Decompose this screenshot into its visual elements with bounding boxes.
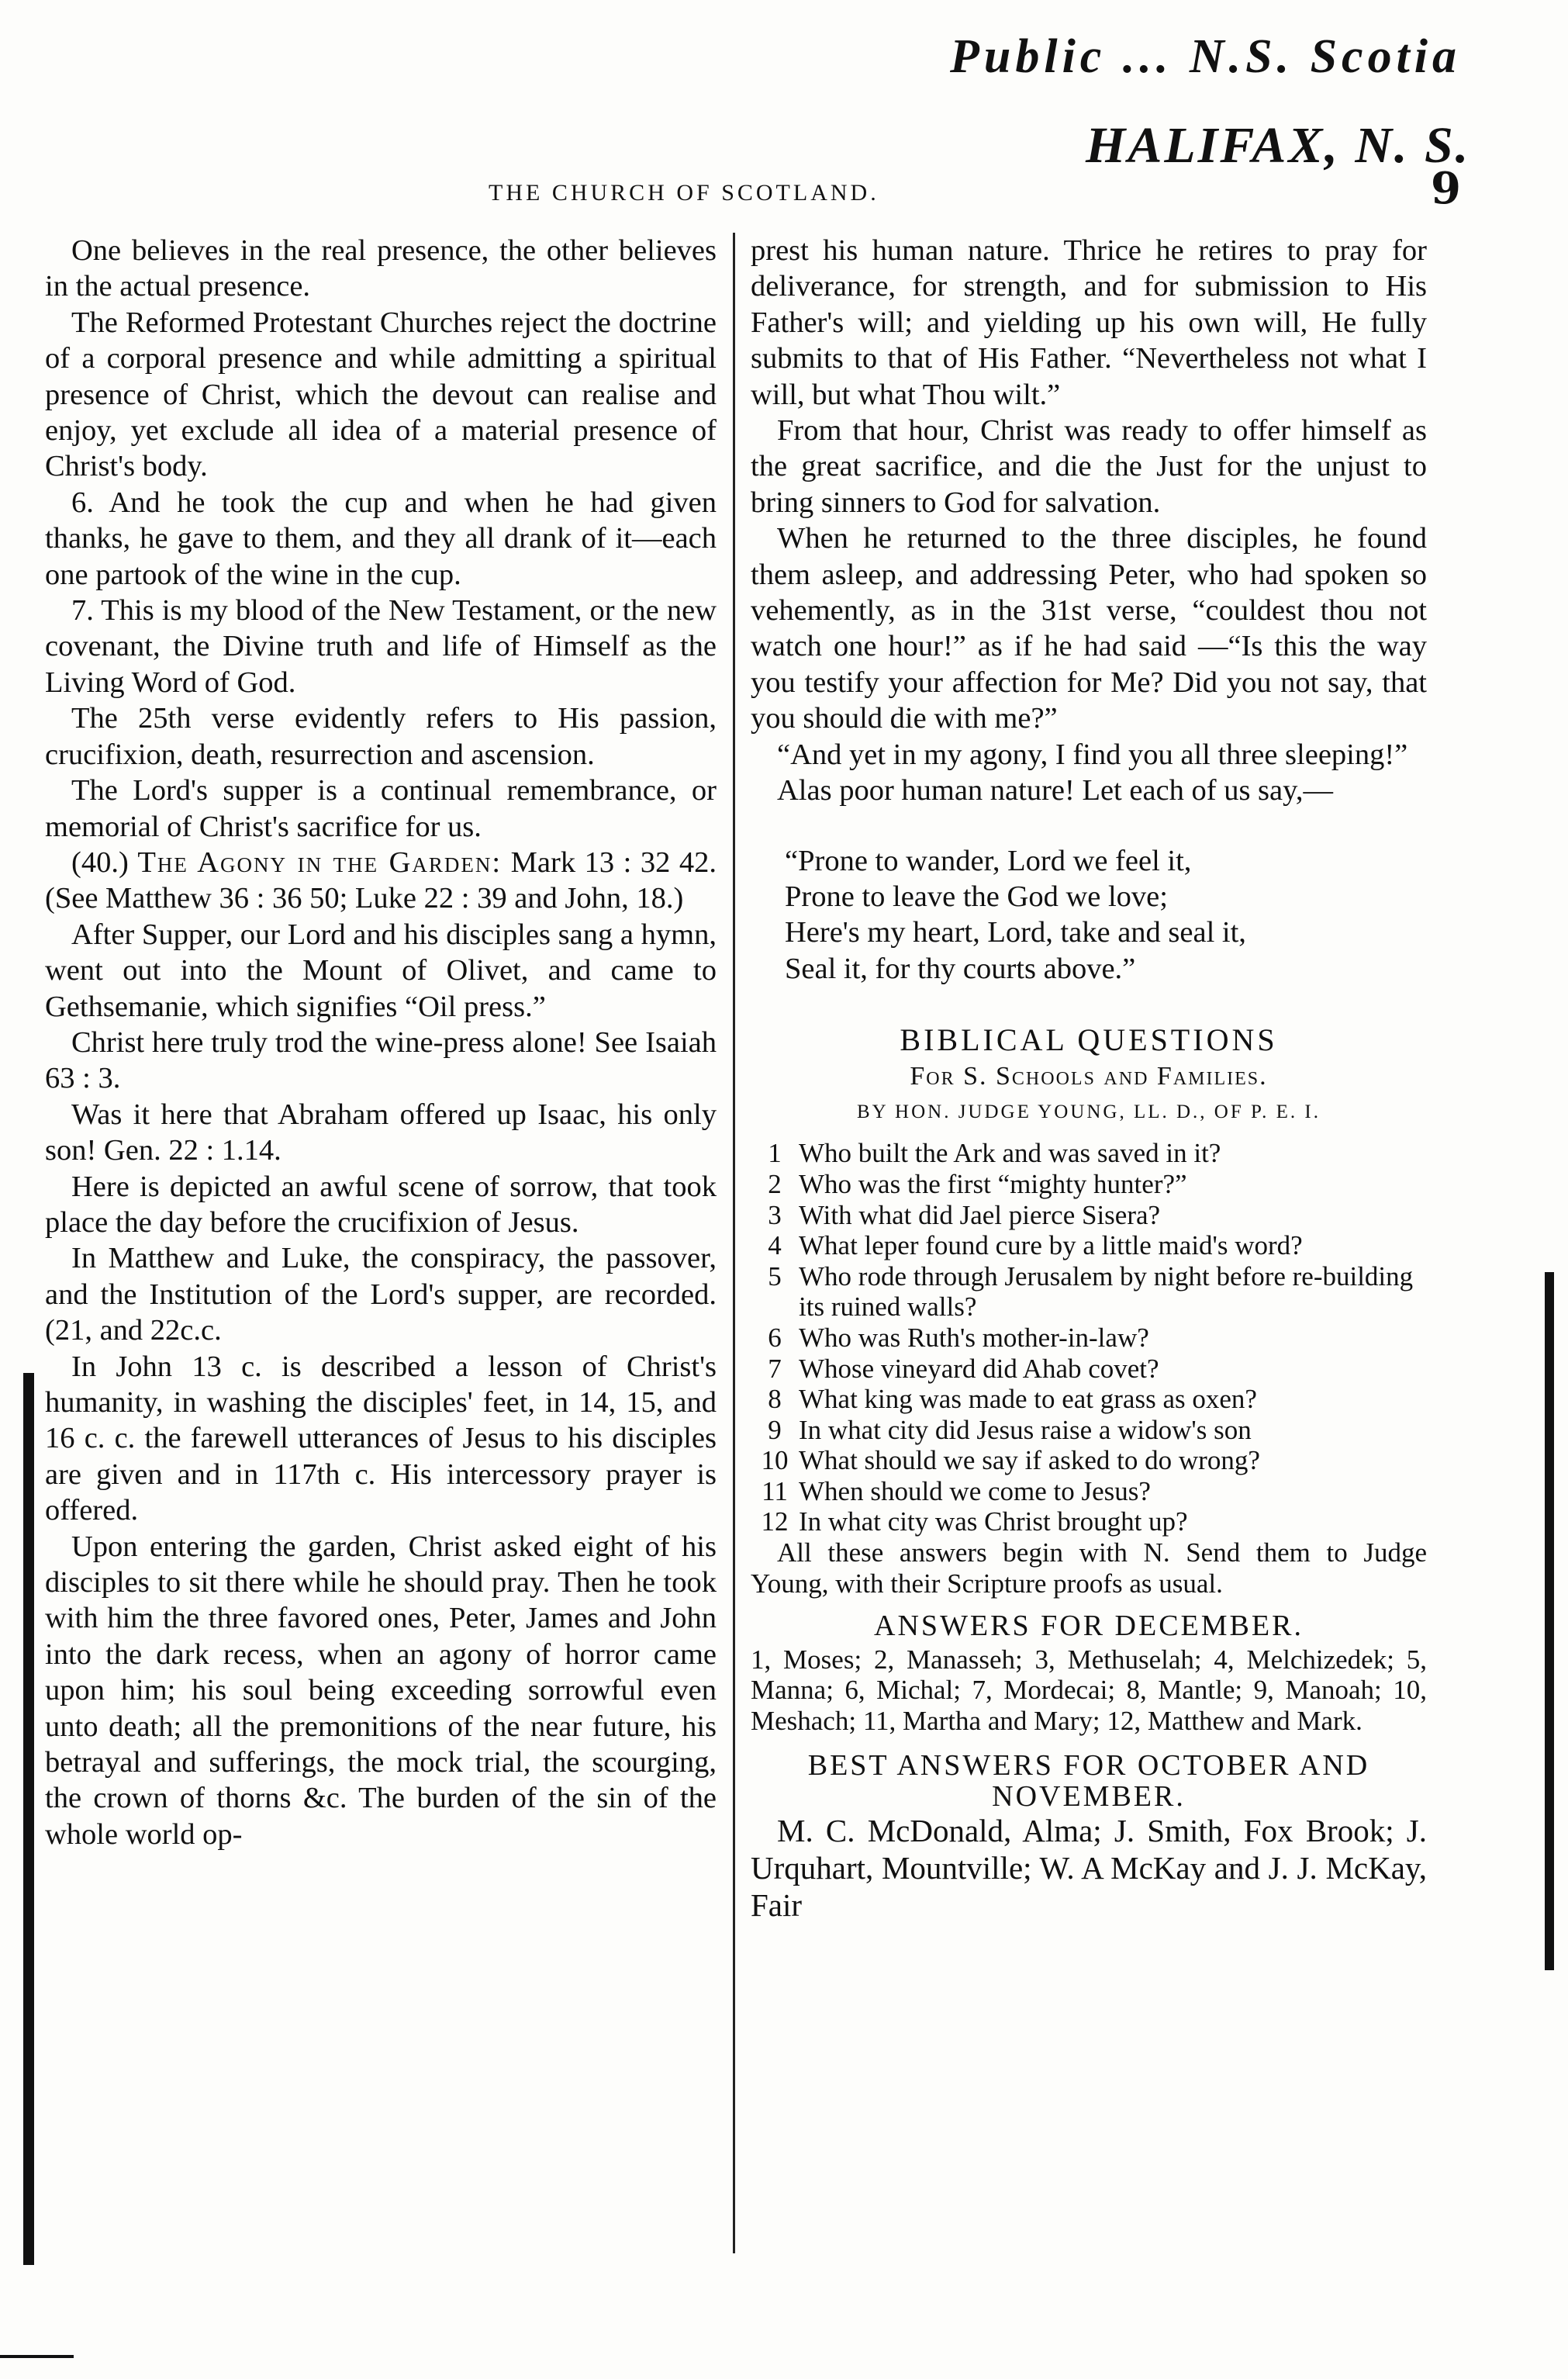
paragraph: The Reformed Protestant Churches reject the doctrine of a corporal presence and while admitting a spiritual presence of Christ, which the devout can realise and enjoy, yet exclude all idea of a material presence of Christ's body. — [45, 306, 717, 483]
library-stamp-line-2: HALIFAX, N. S. — [1086, 117, 1471, 174]
list-item — [751, 1169, 1427, 1200]
question-text: When should we come to Jesus? — [799, 1475, 1151, 1506]
question-number: 8 — [768, 1384, 782, 1415]
paragraph: In John 13 c. is described a lesson of Christ's humanity, in washing the disciples' feet, in 14, 15, and 16 c. c. the farewell utterances of Jesus to his disciples are given and in 117th c. His intercessory prayer is offered. — [45, 1350, 717, 1527]
question-text: Whose vineyard did Ahab covet? — [799, 1353, 1159, 1384]
paragraph: After Supper, our Lord and his disciples sang a hymn, went out into the Mount of Olivet, and came to Gethsemanie, which signifies “Oil press.” — [45, 918, 717, 1023]
paragraph: Alas poor human nature! Let each of us say,— — [777, 774, 1334, 807]
best-answers-title: BEST ANSWERS FOR OCTOBER AND NOVEMBER. — [807, 1749, 1370, 1814]
paragraph: “And yet in my agony, I find you all three sleeping!” — [777, 738, 1408, 771]
questions-subtitle: For S. Schools and Families. — [910, 1061, 1268, 1091]
questions-note: All these answers begin with N. Send them to Judge Young, with their Scripture proofs as usual. — [751, 1537, 1427, 1599]
section-references: Mark 13 : 32 42. (See Matthew 36 : 36 50; Luke 22 : 39 and John, 18.) — [45, 845, 717, 915]
paragraph: When he returned to the three disciples, he found them asleep, and addressing Peter, who had spoken so vehemently, as in the 31st verse, “couldest thou not watch one hour!” as if he had said —“Is this the way you testify your affection for Me? Did you not say, that you should die with me?” — [751, 522, 1427, 735]
paragraph: One believes in the real presence, the other believes in the actual presence. — [45, 234, 717, 303]
hymn-line: “Prone to wander, Lord we feel it, — [785, 844, 1192, 877]
column-divider — [733, 233, 735, 2253]
section-title: The Agony in the Garden: — [137, 845, 503, 879]
paragraph: 6. And he took the cup and when he had given thanks, he gave to them, and they all drank of it—each one partook of the wine in the cup. — [45, 486, 717, 591]
list-item — [751, 1384, 1427, 1415]
left-column — [45, 233, 717, 1852]
running-head: THE CHURCH OF SCOTLAND. — [489, 180, 879, 206]
question-number: 7 — [768, 1353, 782, 1384]
answers-title: ANSWERS FOR DECEMBER. — [874, 1610, 1304, 1643]
hymn-quote — [751, 843, 1427, 987]
section-number: (40.) — [71, 845, 129, 879]
question-text: In what city did Jesus raise a widow's son — [799, 1414, 1252, 1445]
list-item — [751, 1506, 1427, 1537]
list-item — [751, 1415, 1427, 1446]
question-text: Who was the first “mighty hunter?” — [799, 1168, 1187, 1199]
paragraph: Upon entering the garden, Christ asked eight of his disciples to sit there while he should pray. Then he took with him the three favored ones, Peter, James and John into the dark recess, when an agony of horror came upon him; his soul being exceeding sorrowful even unto death; all the premonitions of the near future, his betrayal and sufferings, the mock trial, the scourging, the crown of thorns &c. The burden of the sin of the whole world op- — [45, 1530, 717, 1851]
question-text: Who was Ruth's mother-in-law? — [799, 1322, 1149, 1353]
list-item — [751, 1445, 1427, 1476]
list-item — [751, 1138, 1427, 1169]
questions-list — [751, 1138, 1427, 1537]
list-item — [751, 1323, 1427, 1354]
list-item — [751, 1230, 1427, 1261]
bottom-rule — [0, 2355, 74, 2358]
paragraph: Here is depicted an awful scene of sorrow, that took place the day before the crucifixion of Jesus. — [45, 1170, 717, 1239]
page-number: 9 — [1431, 163, 1461, 214]
answers-text: 1, Moses; 2, Manasseh; 3, Methuselah; 4, Melchizedek; 5, Manna; 6, Michal; 7, Mordecai; 8, Mantle; 9, Manoah; 10, Meshach; 11, Martha and Mary; 12, Matthew and Mark. — [751, 1644, 1427, 1736]
agony-heading — [45, 845, 717, 917]
library-stamp-line-1: Public ... N.S. Scotia — [950, 30, 1462, 83]
paragraph: In Matthew and Luke, the conspiracy, the passover, and the Institution of the Lord's supper, are recorded. (21, and 22c.c. — [45, 1242, 717, 1347]
list-item — [751, 1476, 1427, 1507]
question-number: 10 — [761, 1445, 789, 1476]
question-text: With what did Jael pierce Sisera? — [799, 1199, 1161, 1230]
list-item — [751, 1354, 1427, 1385]
question-number: 9 — [768, 1414, 782, 1445]
question-text: What should we say if asked to do wrong? — [799, 1445, 1260, 1476]
question-number: 5 — [768, 1260, 782, 1292]
question-number: 4 — [768, 1230, 782, 1261]
question-number: 3 — [768, 1199, 782, 1230]
scan-edge-mark-left — [23, 1373, 34, 2265]
question-text: Who rode through Jerusalem by night before re-building its ruined walls? — [799, 1260, 1414, 1323]
paragraph: The Lord's supper is a continual remembrance, or memorial of Christ's sacrifice for us. — [45, 774, 717, 843]
question-text: What king was made to eat grass as oxen? — [799, 1384, 1257, 1415]
best-answers-text: M. C. McDonald, Alma; J. Smith, Fox Brook; J. Urquhart, Mountville; W. A McKay and J. J. McKay, Fair — [751, 1813, 1427, 1924]
question-number: 2 — [768, 1168, 782, 1199]
paragraph: From that hour, Christ was ready to offer himself as the great sacrifice, and die the Just for the unjust to bring sinners to God for salvation. — [751, 414, 1427, 519]
question-text: In what city was Christ brought up? — [799, 1506, 1188, 1537]
paragraph: prest his human nature. Thrice he retires to pray for deliverance, for strength, and for submission to His Father's will; and yielding up his own will, He fully submits to that of His Father. “Nevertheless not what I will, but what Thou wilt.” — [751, 234, 1427, 411]
question-number: 1 — [768, 1138, 782, 1169]
right-column — [751, 233, 1427, 1924]
list-item — [751, 1261, 1427, 1323]
paragraph: Christ here truly trod the wine-press alone! See Isaiah 63 : 3. — [45, 1025, 717, 1095]
question-number: 12 — [761, 1506, 789, 1537]
questions-byline: BY HON. JUDGE YOUNG, LL. D., OF P. E. I. — [856, 1101, 1321, 1122]
hymn-line: Seal it, for thy courts above.” — [785, 952, 1136, 985]
questions-title: BIBLICAL QUESTIONS — [900, 1022, 1278, 1058]
list-item — [751, 1200, 1427, 1231]
paragraph: The 25th verse evidently refers to His passion, crucifixion, death, resurrection and ascension. — [45, 702, 717, 771]
question-text: What leper found cure by a little maid's word? — [799, 1230, 1303, 1261]
hymn-line: Prone to leave the God we love; — [785, 880, 1168, 913]
paragraph: Was it here that Abraham offered up Isaac, his only son! Gen. 22 : 1.14. — [45, 1098, 717, 1167]
question-number: 11 — [762, 1475, 788, 1506]
paragraph: 7. This is my blood of the New Testament, or the new covenant, the Divine truth and life of Himself as the Living Word of God. — [45, 594, 717, 699]
hymn-line: Here's my heart, Lord, take and seal it, — [785, 916, 1246, 949]
scan-edge-mark-right — [1545, 1272, 1554, 1970]
question-text: Who built the Ark and was saved in it? — [799, 1138, 1221, 1169]
question-number: 6 — [768, 1322, 782, 1353]
